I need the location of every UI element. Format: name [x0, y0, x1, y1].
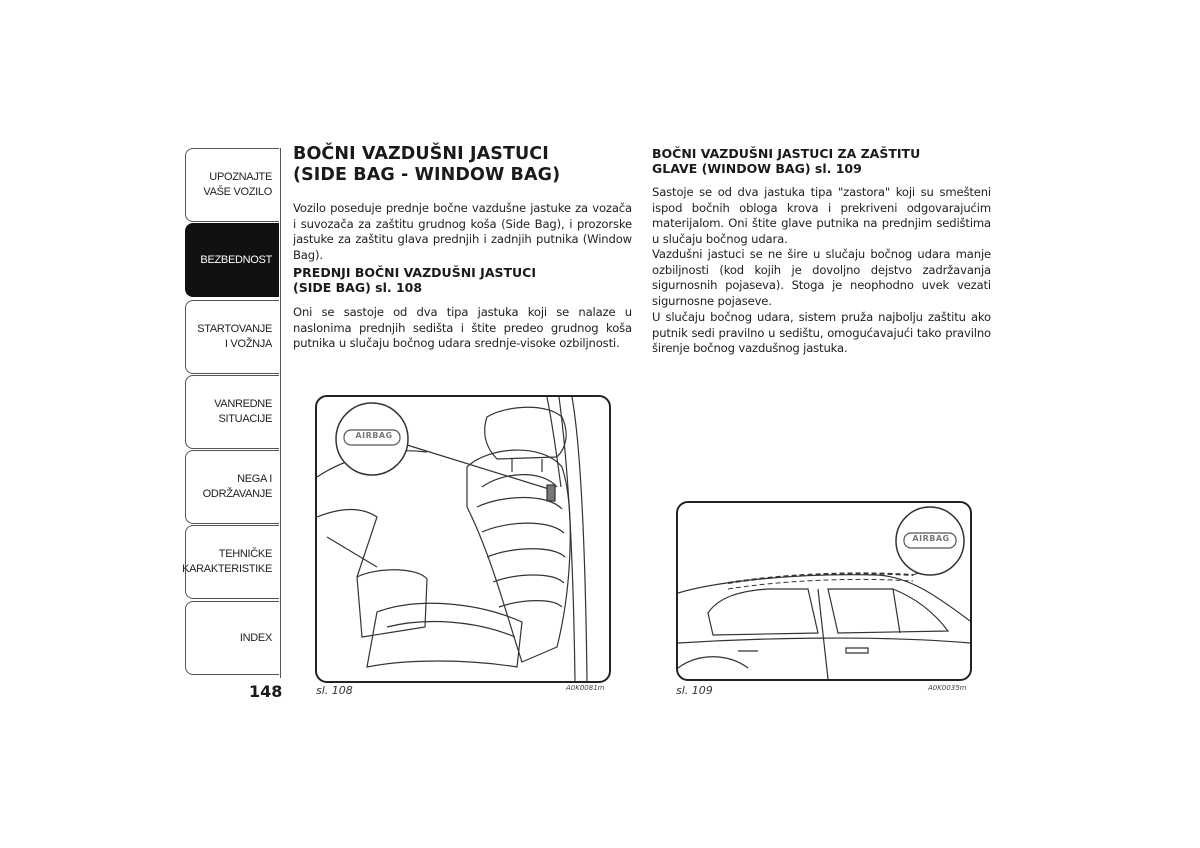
tab-label: INDEX — [239, 631, 272, 644]
window-bag-paragraph-3: U slučaju bočnog udara, sistem pruža najbolju zaštitu ako putnik sedi pravilno u sedištu, omogućavajući tako pravilno širenje bočnog vazdušnog jastuka. — [652, 310, 991, 356]
figure-109-code: A0K0035m — [928, 684, 967, 692]
tab-upoznajte[interactable] — [185, 148, 279, 222]
tab-label: TEHNIČKE KARAKTERISTIKE — [182, 548, 272, 575]
intro-paragraph: Vozilo poseduje prednje bočne vazdušne jastuke za vozača i suvozača za zaštitu grudnog koša (Side Bag), i prozorske jastuke za zaštitu glava prednjih i zadnjih putnika (Window Bag). — [293, 201, 632, 262]
airbag-badge: AIRBAG — [355, 431, 393, 440]
tab-label: VANREDNE SITUACIJE — [214, 398, 272, 425]
page-title: BOČNI VAZDUŠNI JASTUCI (SIDE BAG - WINDOW BAG) — [293, 144, 561, 185]
page-number: 148 — [249, 682, 283, 701]
window-bag-heading: BOČNI VAZDUŠNI JASTUCI ZA ZAŠTITU GLAVE (WINDOW BAG) sl. 109 — [652, 146, 921, 176]
airbag-badge: AIRBAG — [912, 534, 950, 543]
tab-tehnicke[interactable] — [182, 525, 279, 599]
tab-startovanje[interactable] — [185, 300, 279, 374]
tab-nega[interactable] — [185, 450, 279, 524]
window-bag-paragraph-2: Vazdušni jastuci se ne šire u slučaju bočnog udara manje ozbiljnosti (kod kojih je dovoljno dejstvo zadržavanja sigurnosnih pojaseva). Stoga je neophodno uvek vezati sigurnosne pojaseve. — [652, 247, 991, 308]
tab-divider — [280, 148, 281, 678]
figure-108-code: A0K0081m — [566, 684, 605, 692]
tab-vanredne[interactable] — [185, 375, 279, 449]
figure-108-caption: sl. 108 — [316, 684, 353, 697]
side-bag-paragraph: Oni se sastoje od dva tipa jastuka koji se nalaze u naslonima prednjih sedišta i štite predeo grudnog koša putnika u slučaju bočnog udara srednje-visoke ozbiljnosti. — [293, 305, 632, 351]
tab-label: BEZBEDNOST — [200, 253, 272, 266]
figure-109-car-illustration — [676, 501, 972, 681]
tab-index[interactable] — [185, 601, 279, 675]
figure-108-seat-illustration — [315, 395, 611, 683]
car-drawing — [678, 503, 970, 679]
tab-label: STARTOVANJE I VOŽNJA — [197, 323, 272, 350]
window-bag-paragraph-1: Sastoje se od dva jastuka tipa "zastora" koji su smešteni ispod bočnih obloga krova i prekriveni odgovarajućim materijalom. Oni štite glave putnika na prednjim sedištima u slučaju bočnog udara. — [652, 185, 991, 246]
tab-label: UPOZNAJTE VAŠE VOZILO — [203, 171, 272, 198]
figure-109-caption: sl. 109 — [676, 684, 713, 697]
side-bag-heading: PREDNJI BOČNI VAZDUŠNI JASTUCI (SIDE BAG) sl. 108 — [293, 265, 536, 295]
tab-bezbednost[interactable] — [185, 223, 279, 297]
tab-label: NEGA I ODRŽAVANJE — [202, 473, 272, 500]
